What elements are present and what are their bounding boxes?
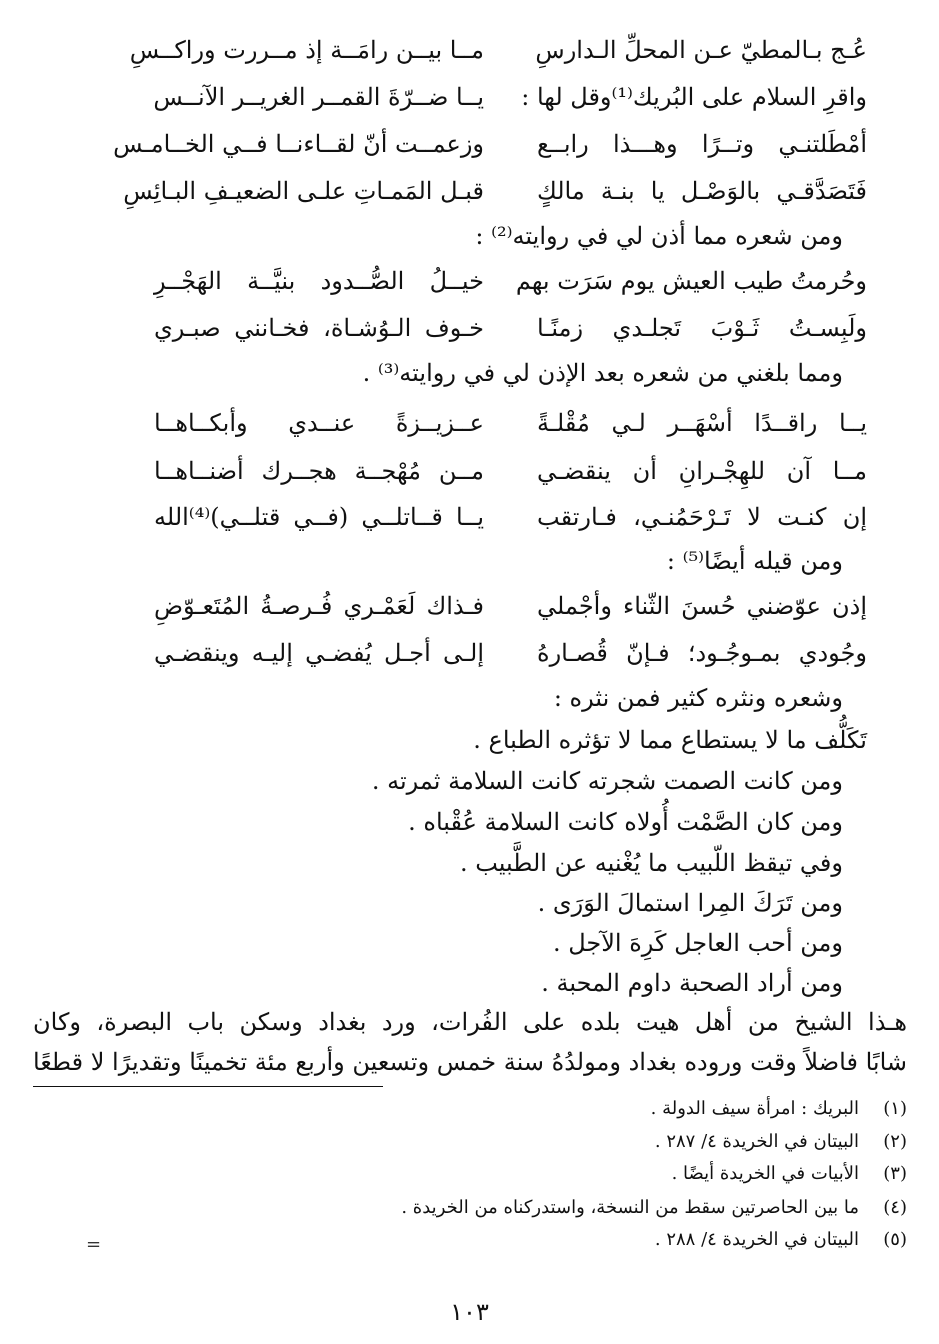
poem-intro: ومن قيله أيضًا⁽⁵⁾ : (666, 547, 843, 575)
saying: تَكَلُّف ما لا يستطاع مما لا تؤثره الطباع . (473, 726, 867, 754)
verse-first-hemistich: إن كنـت لا تَـرْحَمُنـي، فـارتقب (537, 503, 867, 531)
footnote-number: (٣) (883, 1163, 907, 1184)
footnote (655, 1133, 907, 1151)
footnote (651, 1100, 907, 1118)
prose-intro: وشعره ونثره كثير فمن نثره : (553, 684, 843, 712)
footnote-text: البيتان في الخريدة ٤/ ٢٨٨ . (654, 1229, 859, 1250)
verse-second-hemistich: خـوف الـوُشـاة، فخـانني صبـري (154, 314, 484, 342)
verse-first-hemistich: يــا راقــدًا أسْهَــر لـي مُقْلـةً (537, 409, 867, 437)
verse-second-hemistich: إلـى أجـل يُفضـي إليـه وينقضـي (154, 639, 484, 667)
page-number: ١٠٣ (450, 1298, 489, 1326)
verse-first-hemistich: أمْطَلتنـي وتــرًا وهـــذا رابــع (537, 130, 867, 158)
verse-first-hemistich: واقرِ السلام على البُريك⁽¹⁾وقل لها : (521, 83, 867, 111)
saying: ومن كان الصَّمْت أُولاه كانت السلامة عُقْباه . (408, 808, 843, 836)
saying: ومن كانت الصمت شجرته كانت السلامة ثمرته . (371, 767, 843, 795)
verse-first-hemistich: إذن عوّضني حُسنَ الثّناء وأجْملي (537, 592, 867, 620)
verse-second-hemistich: يــا ضــرّةَ القمــر الغريــر الآنــس (153, 83, 484, 111)
margin-mark: = (86, 1234, 102, 1255)
footnote-number: (٥) (883, 1229, 907, 1250)
verse-second-hemistich: يــا قــاتلــي (فــي قتلــي)⁽⁴⁾الله (154, 503, 484, 531)
footnote-number: (٤) (883, 1197, 907, 1218)
paragraph-line: شابًا فاضلاً وقت وروده بغداد ومولدُهُ سنة خمس وتسعين وأربع مئة تخمينًا وتقديرًا لا قطعًا (33, 1048, 907, 1076)
verse-first-hemistich: فَتَصَدَّقـي بالوَصْـل يا بنـة مالكٍ (537, 177, 867, 205)
verse-first-hemistich: عُـج بـالمطيّ عـن المحلِّ الـدارسِ (535, 36, 867, 64)
footnote (401, 1199, 907, 1217)
verse-second-hemistich: مــن مُهْجــة هجــرك أضنــاهــا (154, 457, 484, 485)
verse-second-hemistich: مــا بيــن رامَــة إذ مــررت وراكــسِ (129, 36, 484, 64)
footnote-divider (33, 1086, 383, 1087)
saying: وفي تيقظ اللّبيب ما يُغْنيه عن الطَّبيب . (459, 849, 843, 877)
footnote-text: البيتان في الخريدة ٤/ ٢٨٧ . (654, 1131, 859, 1152)
footnote (672, 1165, 907, 1183)
footnote-number: (١) (883, 1098, 907, 1119)
verse-second-hemistich: فـذاك لَعَمْـري فُـرصـةُ المُتَعـوّضِ (154, 592, 484, 620)
saying: ومن تَرَكَ المِرا استمالَ الوَرَى . (537, 889, 843, 917)
footnote-number: (٢) (883, 1131, 907, 1152)
saying: ومن أحب العاجل كَرِهَ الآجل . (552, 929, 843, 957)
verse-second-hemistich: عــزيــزةً عنــدي وأبكــاهــا (154, 409, 484, 437)
footnote-text: الأبيات في الخريدة أيضًا . (671, 1163, 859, 1184)
verse-first-hemistich: مــا آن للهِجْـرانِ أن ينقضـي (537, 457, 867, 485)
saying: ومن أراد الصحبة داوم المحبة . (541, 969, 843, 997)
poem-intro: ومما بلغني من شعره بعد الإذن لي في روايته⁽³⁾ . (362, 359, 843, 387)
verse-first-hemistich: وحُرمتُ طيب العيش يوم سَرَت بهم (515, 267, 867, 295)
verse-second-hemistich: قبـل المَمـاتِ علـى الضعيـفِ البـائِسِ (123, 177, 484, 205)
paragraph-line: هـذا الشيخ من أهل هيت بلده على الفُرات، ورد بغداد وسكن باب البصرة، وكان (33, 1008, 908, 1036)
verse-second-hemistich: وزعمــت أنّ لقــاءنــا فــي الخــامـس (113, 130, 484, 158)
verse-first-hemistich: وجُودي بمـوجُـود؛ فـإنّ قُصـارهُ (537, 639, 867, 667)
footnote (655, 1231, 907, 1249)
footnote-text: البريك : امرأة سيف الدولة . (650, 1098, 859, 1119)
verse-second-hemistich: خيــلُ الصُّــدود بنيَّــة الهَجْــرِ (154, 267, 484, 295)
footnote-text: ما بين الحاصرتين سقط من النسخة، واستدركناه من الخريدة . (401, 1197, 859, 1218)
verse-first-hemistich: ولَبِسـتُ ثَـوْبَ تَجلـدي زمنًـا (537, 314, 867, 342)
poem-intro: ومن شعره مما أذن لي في روايته⁽²⁾ : (475, 222, 843, 250)
